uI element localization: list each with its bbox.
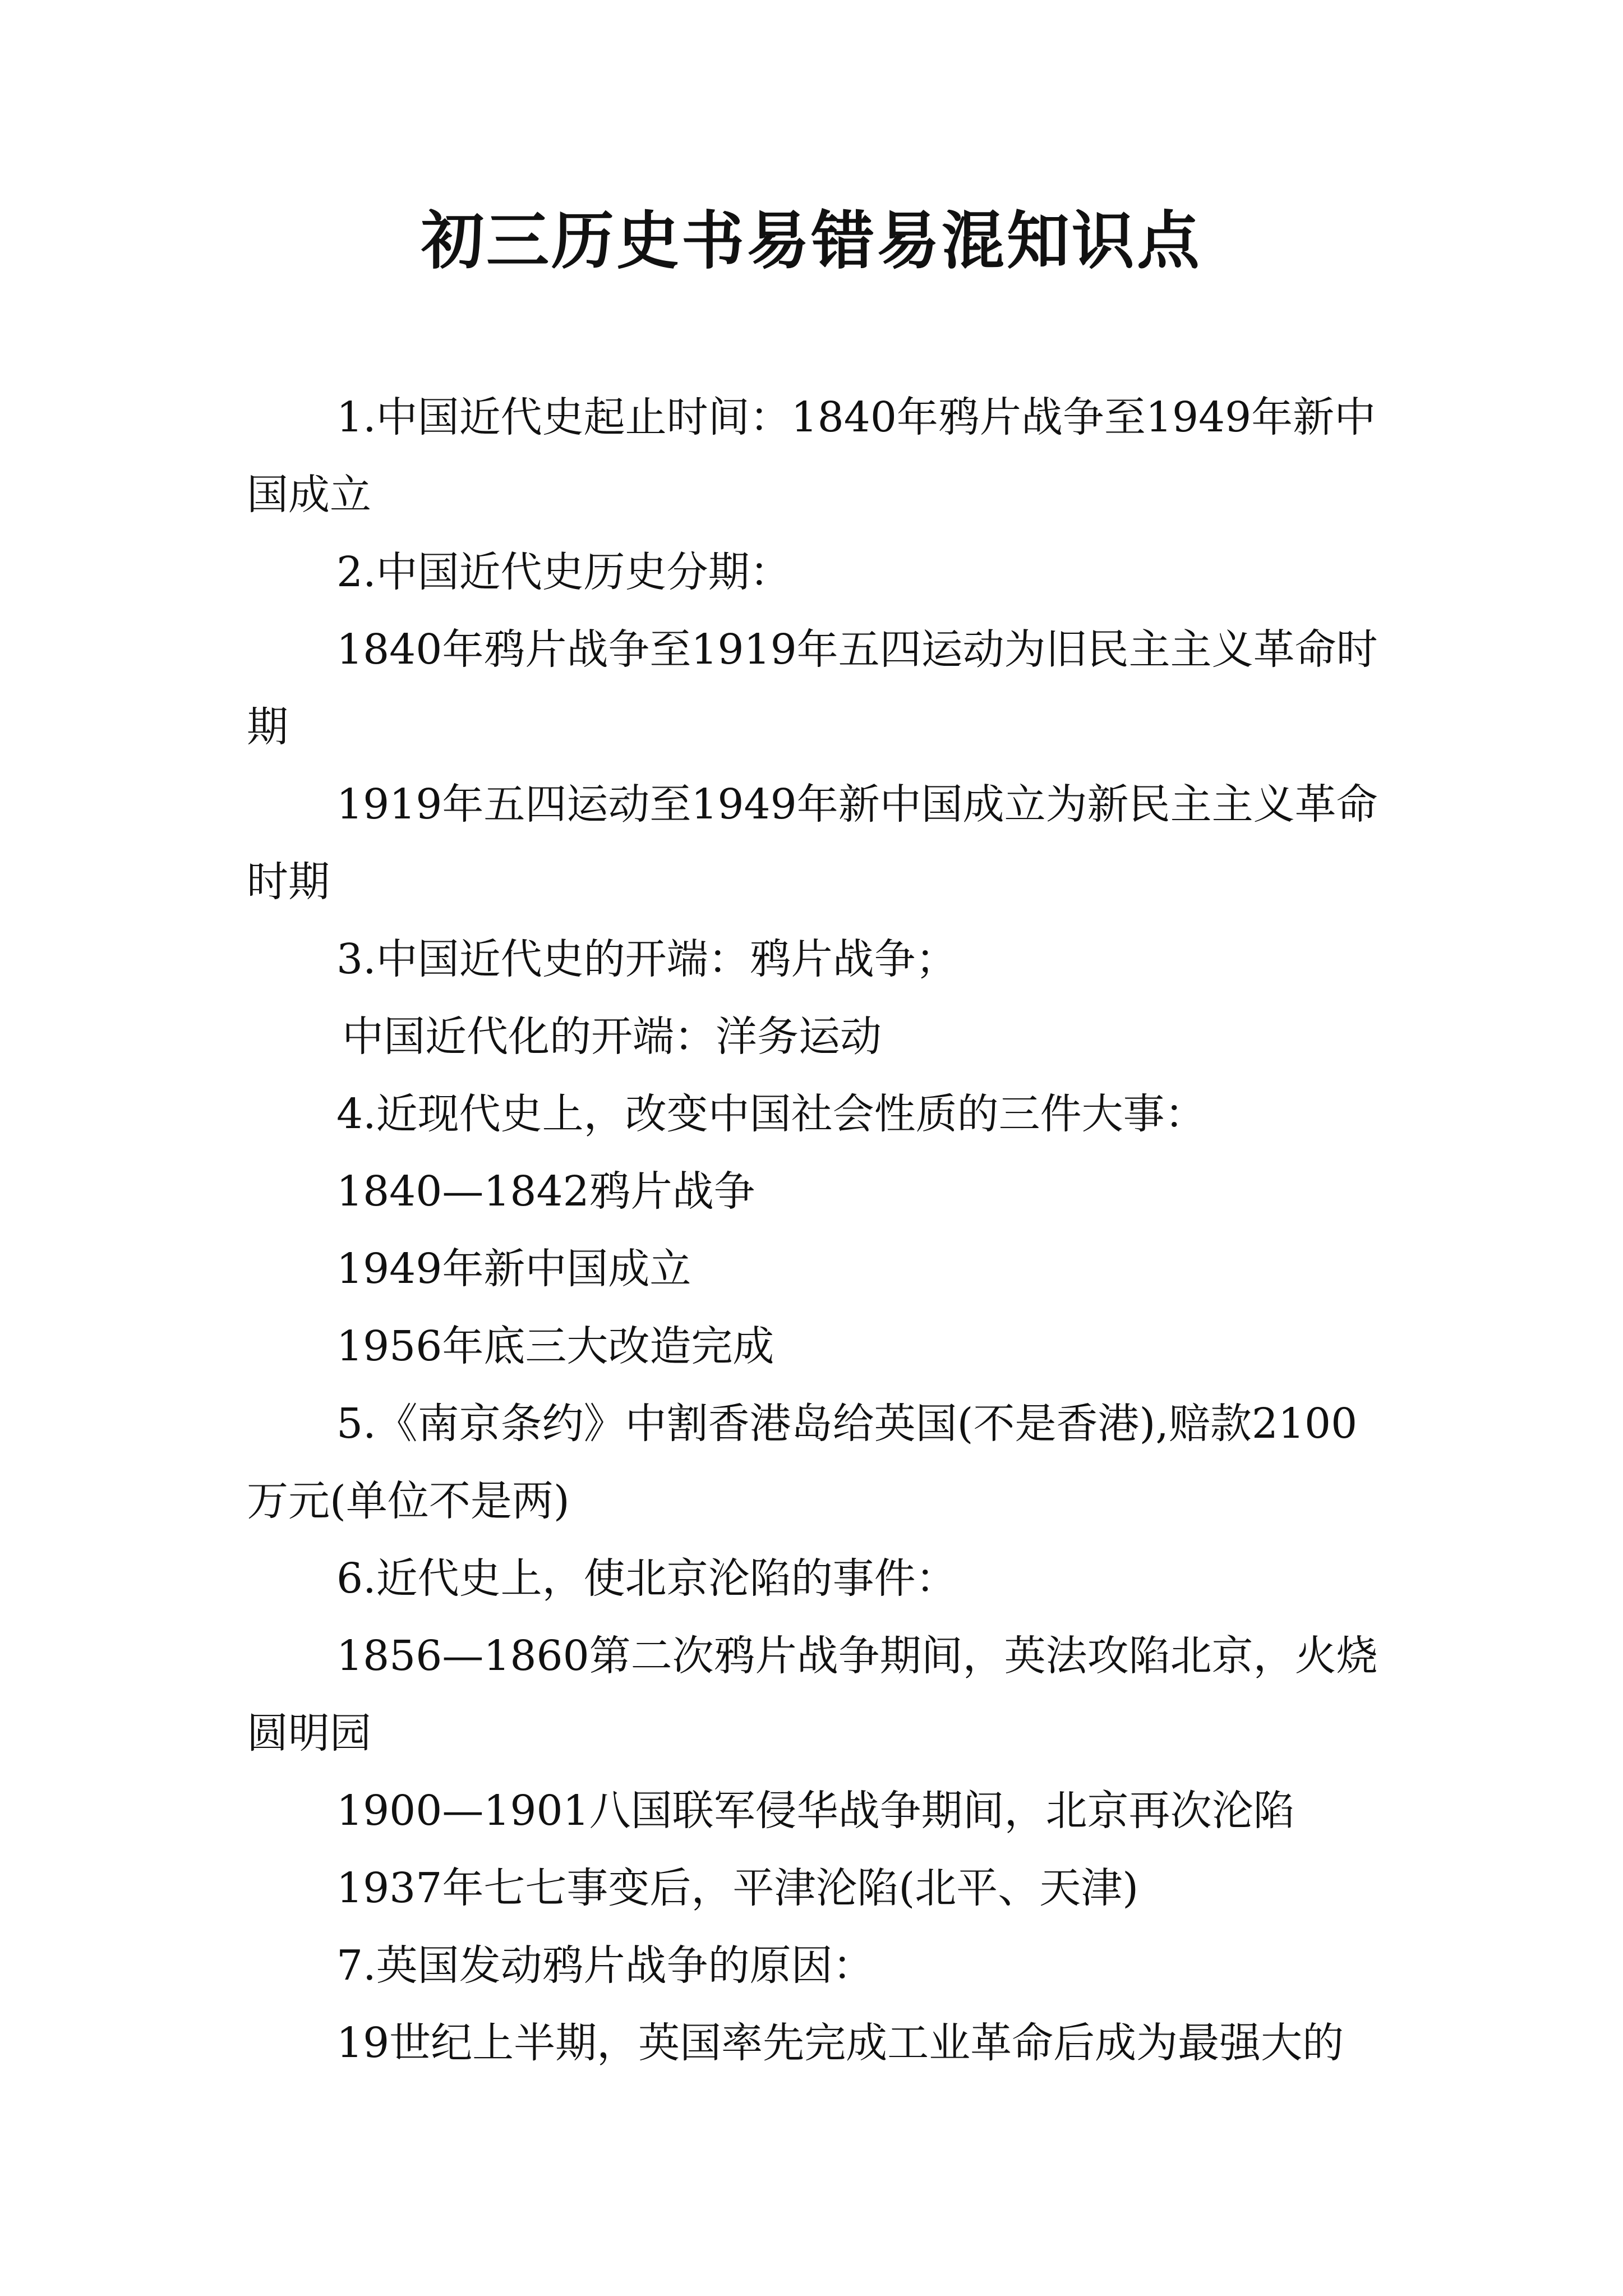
document-body (247, 379, 1385, 2082)
paragraph: 1900—1901八国联军侵华战争期间，北京再次沦陷 (336, 1787, 1295, 1835)
paragraph: 4.近现代史上，改变中国社会性质的三件大事： (336, 1090, 1206, 1138)
paragraph: 1.中国近代史起止时间：1840年鸦片战争至1949年新中国成立 (247, 393, 1376, 519)
paragraph: 中国近代化的开端：洋务运动 (342, 1013, 882, 1061)
paragraph: 1840—1842鸦片战争 (336, 1167, 755, 1216)
paragraph: 1919年五四运动至1949年新中国成立为新民主主义革命时期 (247, 780, 1378, 906)
paragraph: 19世纪上半期，英国率先完成工业革命后成为最强大的 (336, 2019, 1344, 2067)
paragraph: 2.中国近代史历史分期： (336, 548, 791, 596)
paragraph: 1840年鸦片战争至1919年五四运动为旧民主主义革命时期 (247, 625, 1378, 751)
paragraph: 1949年新中国成立 (336, 1245, 691, 1293)
document-title: 初三历史书易错易混知识点 (421, 204, 1202, 278)
paragraph: 5.《南京条约》中割香港岛给英国(不是香港),赔款2100万元(单位不是两) (247, 1400, 1358, 1525)
paragraph: 7.英国发动鸦片战争的原因： (336, 1941, 874, 1990)
paragraph: 6.近代史上，使北京沦陷的事件： (336, 1554, 957, 1603)
paragraph: 1956年底三大改造完成 (336, 1322, 774, 1370)
paragraph: 1937年七七事变后，平津沦陷(北平、天津) (336, 1864, 1139, 1912)
paragraph: 1856—1860第二次鸦片战争期间，英法攻陷北京，火烧圆明园 (247, 1632, 1378, 1757)
paragraph: 3.中国近代史的开端：鸦片战争； (336, 935, 957, 983)
